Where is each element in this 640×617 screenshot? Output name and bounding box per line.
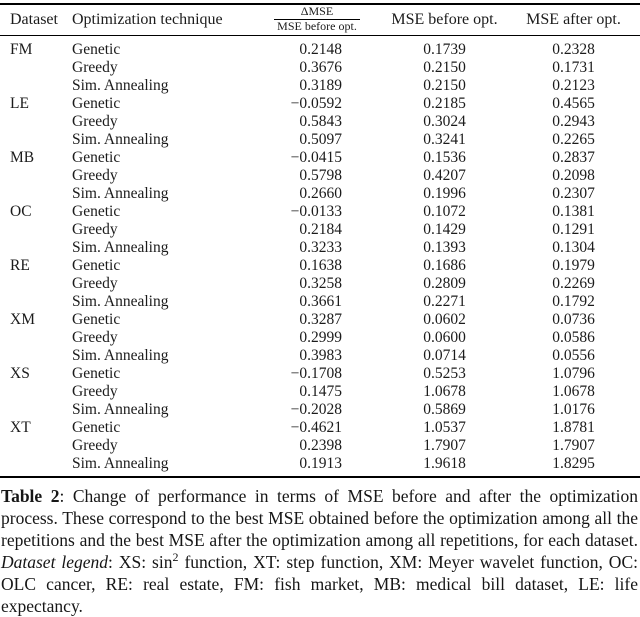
paper-page (0, 3, 640, 616)
cell-ratio: 0.2660 (299, 184, 342, 202)
table-row (0, 365, 640, 383)
cell-mse-after: 0.1304 (552, 238, 595, 256)
cell-dataset: XM (10, 310, 35, 328)
cell-dataset (0, 113, 72, 131)
table-row (0, 113, 640, 131)
fraction-denominator: MSE before opt. (274, 19, 360, 34)
cell-ratio: 0.2148 (299, 40, 342, 58)
cell-mse-after: 1.0176 (552, 400, 595, 418)
cell-ratio: 0.1638 (299, 256, 342, 274)
cell-mse-after: 0.1381 (552, 202, 595, 220)
cell-mse-after: 1.8781 (552, 418, 595, 436)
cell-mse-before: 0.1536 (423, 148, 466, 166)
cell-ratio: 0.3233 (299, 238, 342, 256)
caption-body-2: : XS: sin (108, 551, 173, 572)
table-row (0, 329, 640, 347)
table-caption (0, 485, 640, 617)
table-row (0, 347, 640, 365)
cell-ratio: 0.5097 (299, 130, 342, 148)
cell-technique: Greedy (72, 328, 118, 346)
cell-mse-after: 0.2837 (552, 148, 595, 166)
cell-dataset (0, 293, 72, 311)
table-header-row (0, 4, 640, 35)
cell-mse-before: 0.4207 (423, 166, 466, 184)
cell-mse-before: 0.1429 (423, 220, 466, 238)
cell-technique: Genetic (72, 418, 121, 436)
cell-ratio: −0.2028 (290, 400, 342, 418)
cell-dataset (0, 239, 72, 257)
cell-mse-after: 0.0736 (552, 310, 595, 328)
cell-ratio: −0.4621 (290, 418, 342, 436)
cell-dataset (0, 455, 72, 477)
table-row (0, 455, 640, 477)
cell-dataset: RE (10, 256, 30, 274)
table-row (0, 95, 640, 113)
table-row (0, 35, 640, 59)
cell-mse-after: 0.2307 (552, 184, 595, 202)
cell-mse-after: 1.7907 (552, 436, 595, 454)
cell-technique: Genetic (72, 40, 121, 58)
cell-technique: Genetic (72, 94, 121, 112)
cell-ratio: 0.2398 (299, 436, 342, 454)
ratio-fraction (274, 5, 360, 34)
table-row (0, 257, 640, 275)
col-header-ratio (252, 4, 382, 35)
cell-dataset: XS (10, 364, 30, 382)
table-row (0, 221, 640, 239)
cell-mse-before: 0.0602 (423, 310, 466, 328)
cell-dataset (0, 77, 72, 95)
cell-ratio: 0.2999 (299, 328, 342, 346)
cell-mse-after: 0.2265 (552, 130, 595, 148)
table-row (0, 383, 640, 401)
cell-mse-before: 0.0714 (423, 346, 466, 364)
table-row (0, 437, 640, 455)
cell-technique: Greedy (72, 436, 118, 454)
cell-mse-before: 1.9618 (423, 454, 466, 472)
cell-technique: Greedy (72, 58, 118, 76)
cell-ratio: 0.3258 (299, 274, 342, 292)
cell-mse-before: 0.2150 (423, 58, 466, 76)
cell-technique: Genetic (72, 364, 121, 382)
cell-ratio: 0.3189 (299, 76, 342, 94)
cell-mse-before: 0.3024 (423, 112, 466, 130)
cell-technique: Sim. Annealing (72, 292, 169, 310)
caption-label: Table 2 (1, 485, 60, 506)
cell-technique: Genetic (72, 148, 121, 166)
cell-technique: Sim. Annealing (72, 238, 169, 256)
cell-mse-before: 0.1739 (423, 40, 466, 58)
cell-mse-after: 0.0586 (552, 328, 595, 346)
table-row (0, 275, 640, 293)
cell-dataset (0, 275, 72, 293)
cell-mse-before: 0.1393 (423, 238, 466, 256)
cell-mse-before: 0.2150 (423, 76, 466, 94)
cell-mse-after: 0.2328 (552, 40, 595, 58)
cell-technique: Genetic (72, 256, 121, 274)
table-row (0, 293, 640, 311)
cell-mse-before: 1.0537 (423, 418, 466, 436)
cell-dataset (0, 437, 72, 455)
caption-sin-superscript: 2 (172, 549, 179, 564)
cell-mse-after: 0.1731 (552, 58, 595, 76)
cell-mse-before: 0.2185 (423, 94, 466, 112)
col-header-technique: Optimization technique (72, 4, 252, 35)
cell-mse-after: 0.4565 (552, 94, 595, 112)
table-row (0, 419, 640, 437)
cell-dataset (0, 185, 72, 203)
cell-mse-before: 0.2809 (423, 274, 466, 292)
cell-mse-after: 0.2123 (552, 76, 595, 94)
cell-technique: Sim. Annealing (72, 76, 169, 94)
caption-separator: : (59, 485, 73, 506)
cell-mse-after: 0.1291 (552, 220, 595, 238)
cell-technique: Sim. Annealing (72, 130, 169, 148)
cell-mse-after: 1.8295 (552, 454, 595, 472)
cell-dataset (0, 131, 72, 149)
cell-dataset (0, 59, 72, 77)
cell-mse-before: 0.2271 (423, 292, 466, 310)
col-header-mse-before: MSE before opt. (382, 4, 507, 35)
cell-technique: Greedy (72, 274, 118, 292)
cell-ratio: −0.0133 (290, 202, 342, 220)
cell-dataset: XT (10, 418, 31, 436)
cell-dataset: LE (10, 94, 29, 112)
cell-ratio: 0.5798 (299, 166, 342, 184)
table-row (0, 203, 640, 221)
table-row (0, 239, 640, 257)
cell-dataset: MB (10, 148, 35, 166)
cell-ratio: −0.1708 (290, 364, 342, 382)
cell-technique: Greedy (72, 220, 118, 238)
cell-mse-before: 0.1996 (423, 184, 466, 202)
table-row (0, 401, 640, 419)
cell-ratio: 0.3676 (299, 58, 342, 76)
cell-mse-after: 0.2269 (552, 274, 595, 292)
cell-ratio: 0.1475 (299, 382, 342, 400)
cell-ratio: 0.1913 (299, 454, 342, 472)
fraction-numerator: ΔMSE (300, 4, 334, 19)
table-row (0, 185, 640, 203)
cell-technique: Genetic (72, 202, 121, 220)
cell-mse-before: 0.5253 (423, 364, 466, 382)
caption-body-1: Change of performance in terms of MSE before and after the optimization process. These correspond to the best MSE obtained before the optimization among all the repetitions and the best MSE after the optimization among all repetitions, for each dataset. (1, 485, 638, 550)
cell-mse-after: 0.1792 (552, 292, 595, 310)
cell-dataset: OC (10, 202, 32, 220)
col-header-dataset: Dataset (0, 4, 72, 35)
caption-legend-label: Dataset legend (1, 551, 109, 572)
cell-dataset (0, 167, 72, 185)
table-row (0, 311, 640, 329)
cell-technique: Sim. Annealing (72, 184, 169, 202)
cell-mse-after: 0.2943 (552, 112, 595, 130)
cell-dataset (0, 329, 72, 347)
cell-technique: Genetic (72, 310, 121, 328)
cell-mse-after: 0.0556 (552, 346, 595, 364)
cell-dataset (0, 221, 72, 239)
cell-ratio: 0.3661 (299, 292, 342, 310)
cell-technique: Sim. Annealing (72, 454, 169, 472)
col-header-mse-after: MSE after opt. (507, 4, 640, 35)
table-row (0, 131, 640, 149)
cell-mse-after: 1.0796 (552, 364, 595, 382)
cell-mse-after: 0.1979 (552, 256, 595, 274)
table-row (0, 59, 640, 77)
cell-mse-after: 0.2098 (552, 166, 595, 184)
cell-dataset (0, 401, 72, 419)
table-row (0, 167, 640, 185)
cell-dataset (0, 347, 72, 365)
caption-body-3: function, XT: step function, XM: Meyer wavelet function, OC: OLC cancer, RE: real estate, FM: fish market, MB: medical bill dataset, LE: life expectancy. (1, 551, 638, 616)
cell-mse-before: 0.3241 (423, 130, 466, 148)
cell-mse-before: 0.1072 (423, 202, 466, 220)
cell-ratio: 0.2184 (299, 220, 342, 238)
cell-technique: Sim. Annealing (72, 346, 169, 364)
cell-mse-before: 0.5869 (423, 400, 466, 418)
cell-technique: Greedy (72, 382, 118, 400)
results-table (0, 3, 640, 478)
cell-technique: Greedy (72, 166, 118, 184)
cell-ratio: 0.3983 (299, 346, 342, 364)
cell-mse-before: 0.1686 (423, 256, 466, 274)
cell-dataset: FM (10, 40, 33, 58)
cell-mse-after: 1.0678 (552, 382, 595, 400)
cell-mse-before: 1.0678 (423, 382, 466, 400)
cell-technique: Sim. Annealing (72, 400, 169, 418)
cell-mse-before: 1.7907 (423, 436, 466, 454)
cell-ratio: 0.3287 (299, 310, 342, 328)
cell-mse-before: 0.0600 (423, 328, 466, 346)
cell-ratio: −0.0592 (290, 94, 342, 112)
table-row (0, 149, 640, 167)
table-row (0, 77, 640, 95)
cell-ratio: 0.5843 (299, 112, 342, 130)
cell-dataset (0, 383, 72, 401)
cell-ratio: −0.0415 (290, 148, 342, 166)
cell-technique: Greedy (72, 112, 118, 130)
